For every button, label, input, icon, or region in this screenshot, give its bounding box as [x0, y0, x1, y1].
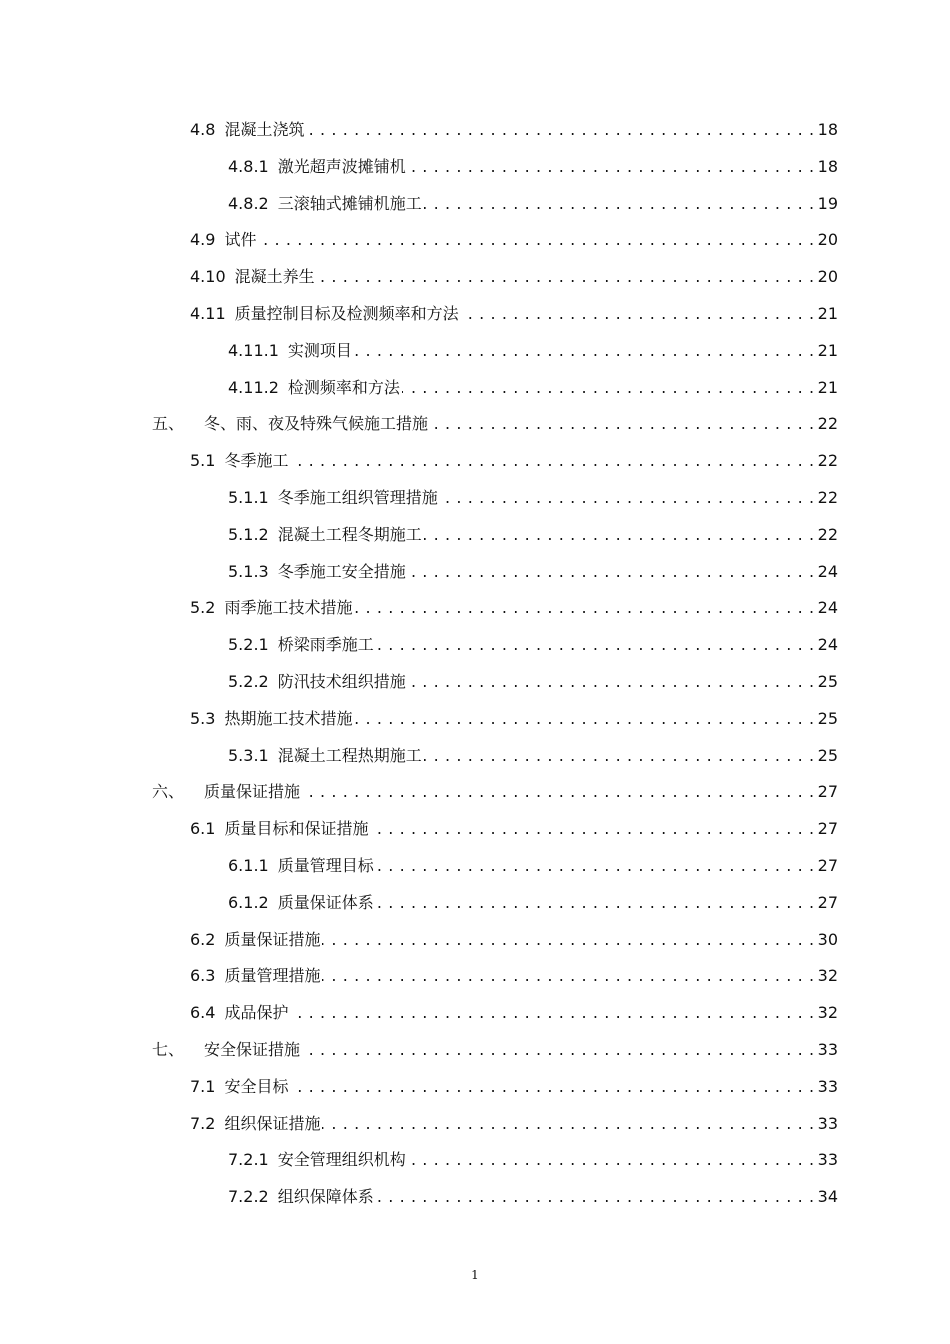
toc-entry[interactable]	[190, 296, 838, 324]
toc-entry-title: 混凝土养生	[234, 267, 315, 287]
toc-entry-number: 5.1.3	[228, 561, 269, 581]
toc-entry-number: 4.8	[190, 120, 216, 139]
toc-entry-page: 30	[817, 929, 838, 949]
toc-entry-page: 25	[817, 708, 838, 728]
toc-entry-number: 5.1.2	[228, 524, 269, 544]
toc-entry-page: 22	[817, 451, 838, 471]
toc-entry[interactable]	[190, 958, 838, 986]
toc-entry-page: 24	[817, 561, 838, 581]
toc-entry[interactable]	[190, 590, 838, 618]
toc-entry-number: 6.2	[190, 929, 216, 949]
toc-entry-title: 组织保障体系	[277, 1187, 374, 1207]
toc-entry-page: 22	[817, 524, 838, 544]
toc-entry-title: 质量管理措施	[224, 966, 321, 986]
toc-entry[interactable]	[228, 149, 838, 177]
toc-entry-page: 25	[817, 745, 838, 765]
toc-dot-leader	[424, 746, 815, 766]
toc-entry-number: 4.11.2	[228, 377, 279, 397]
toc-dot-leader	[440, 488, 815, 508]
toc-entry-number: 6.1	[190, 819, 216, 839]
toc-entry-number: 5.2	[190, 598, 216, 618]
toc-entry[interactable]	[190, 701, 838, 729]
toc-entry-page: 18	[817, 120, 838, 139]
toc-entry-title: 质量保证措施	[204, 782, 301, 802]
toc-dot-leader	[322, 966, 814, 986]
toc-dot-leader	[424, 194, 815, 214]
toc-entry[interactable]	[190, 1106, 838, 1134]
toc-entry-title: 检测频率和方法	[287, 377, 400, 397]
toc-entry-title: 质量目标和保证措施	[224, 819, 369, 839]
toc-entry-number: 6.1.2	[228, 892, 269, 912]
toc-entry[interactable]	[190, 112, 838, 140]
toc-dot-leader	[424, 525, 815, 545]
toc-entry-number: 4.8.2	[228, 193, 269, 213]
toc-entry-number: 5.2.2	[228, 672, 269, 691]
toc-entry-page: 34	[817, 1187, 838, 1207]
toc-entry-page: 18	[817, 156, 838, 176]
toc-dot-leader	[290, 1077, 814, 1097]
toc-entry-page: 32	[817, 966, 838, 986]
toc-entry-title: 质量管理目标	[277, 856, 374, 875]
toc-entry-page: 27	[817, 856, 838, 875]
toc-entry-title: 实测项目	[287, 340, 352, 360]
toc-entry-title: 组织保证措施	[224, 1113, 321, 1133]
toc-entry-title: 防汛技术组织措施	[277, 672, 406, 691]
toc-dot-leader	[306, 120, 814, 140]
toc-dot-leader	[461, 304, 815, 324]
toc-dot-leader	[408, 672, 815, 692]
toc-entry-page: 27	[817, 782, 838, 802]
toc-entry-number: 七、	[152, 1040, 185, 1059]
toc-entry-title: 安全保证措施	[204, 1040, 301, 1059]
toc-entry-title: 激光超声波摊铺机	[277, 156, 406, 176]
toc-entry-page: 33	[817, 1076, 838, 1096]
toc-dot-leader	[322, 930, 814, 950]
toc-dot-leader	[430, 414, 815, 434]
toc-entry-title: 混凝土工程热期施工	[277, 745, 422, 765]
toc-entry-title: 热期施工技术措施	[224, 708, 353, 728]
toc-entry[interactable]	[190, 922, 838, 950]
toc-dot-leader	[376, 1187, 815, 1207]
toc-entry[interactable]	[228, 885, 838, 913]
toc-entry-number: 6.4	[190, 1003, 216, 1023]
toc-entry-page: 24	[817, 635, 838, 655]
toc-entry[interactable]	[152, 406, 838, 434]
toc-entry[interactable]	[190, 1069, 838, 1097]
toc-entry-number: 4.10	[190, 267, 226, 287]
toc-dot-leader	[290, 451, 814, 471]
toc-entry-page: 21	[817, 340, 838, 360]
toc-dot-leader	[302, 782, 815, 802]
toc-entry-number: 6.3	[190, 966, 216, 986]
toc-entry-number: 4.11.1	[228, 340, 279, 360]
toc-entry[interactable]	[228, 480, 838, 508]
toc-entry[interactable]	[228, 186, 838, 214]
toc-entry-page: 21	[817, 377, 838, 397]
toc-entry-number: 6.1.1	[228, 856, 269, 875]
toc-entry-title: 质量保证体系	[277, 892, 374, 912]
toc-dot-leader	[302, 1040, 815, 1060]
toc-entry-title: 混凝土浇筑	[224, 120, 305, 139]
toc-entry-title: 安全管理组织机构	[277, 1150, 406, 1170]
toc-entry-page: 33	[817, 1040, 838, 1059]
toc-entry[interactable]	[152, 1032, 838, 1060]
toc-entry-number: 5.2.1	[228, 635, 269, 655]
toc-dot-leader	[376, 856, 815, 876]
toc-dot-leader	[402, 378, 815, 398]
toc-entry-number: 5.1.1	[228, 488, 269, 507]
toc-entry[interactable]	[228, 738, 838, 766]
toc-entry-title: 三滚轴式摊铺机施工	[277, 193, 422, 213]
toc-entry-page: 27	[817, 819, 838, 839]
toc-entry[interactable]	[152, 774, 838, 802]
toc-entry[interactable]	[190, 811, 838, 839]
toc-entry-page: 19	[817, 193, 838, 213]
toc-entry-number: 7.1	[190, 1076, 216, 1096]
toc-entry-number: 7.2.1	[228, 1150, 269, 1170]
toc-entry-page: 21	[817, 304, 838, 323]
page-number: 1	[471, 1268, 479, 1282]
toc-dot-leader	[376, 635, 815, 655]
toc-entry-number: 7.2	[190, 1113, 216, 1133]
toc-entry[interactable]	[228, 1142, 838, 1170]
toc-entry-number: 4.8.1	[228, 156, 269, 176]
toc-dot-leader	[354, 598, 814, 618]
toc-dot-leader	[408, 562, 815, 582]
toc-entry-page: 33	[817, 1150, 838, 1170]
toc-entry-page: 22	[817, 414, 838, 434]
toc-dot-leader	[408, 157, 815, 177]
toc-entry[interactable]	[190, 222, 838, 250]
toc-entry-page: 24	[817, 598, 838, 618]
toc-entry-number: 5.3.1	[228, 745, 269, 765]
toc-entry-page: 27	[817, 892, 838, 912]
toc-dot-leader	[370, 819, 814, 839]
toc-dot-leader	[317, 267, 815, 287]
toc-entry-number: 5.3	[190, 708, 216, 728]
toc-dot-leader	[354, 341, 815, 361]
toc-entry-title: 成品保护	[224, 1003, 289, 1023]
toc-entry-title: 混凝土工程冬期施工	[277, 524, 422, 544]
toc-entry-page: 20	[817, 267, 838, 287]
toc-entry-title: 试件	[224, 230, 257, 250]
toc-entry[interactable]	[228, 517, 838, 545]
toc-entry-number: 六、	[152, 782, 185, 802]
toc-entry-number: 7.2.2	[228, 1187, 269, 1207]
toc-entry-title: 雨季施工技术措施	[224, 598, 353, 618]
toc-entry-title: 质量控制目标及检测频率和方法	[234, 304, 459, 323]
toc-entry-page: 25	[817, 672, 838, 691]
toc-entry-number: 五、	[152, 414, 185, 434]
toc-entry-title: 冬季施工安全措施	[277, 561, 406, 581]
toc-entry-page: 32	[817, 1003, 838, 1023]
toc-entry[interactable]	[228, 333, 838, 361]
toc-entry-title: 冬季施工	[224, 451, 289, 471]
toc-entry-title: 冬季施工组织管理措施	[277, 488, 438, 507]
toc-entry[interactable]	[228, 848, 838, 876]
toc-entry-number: 4.9	[190, 230, 216, 250]
toc-entry[interactable]	[228, 664, 838, 692]
toc-dot-leader	[258, 230, 814, 250]
toc-entry[interactable]	[228, 1179, 838, 1207]
toc-dot-leader	[376, 893, 815, 913]
toc-entry[interactable]	[228, 370, 838, 398]
toc-entry[interactable]	[228, 627, 838, 655]
toc-dot-leader	[354, 709, 814, 729]
toc-entry[interactable]	[228, 554, 838, 582]
toc-entry-title: 安全目标	[224, 1076, 289, 1096]
toc-entry-number: 4.11	[190, 304, 226, 323]
toc-entry-title: 冬、雨、夜及特殊气候施工措施	[204, 414, 429, 434]
toc-entry-page: 22	[817, 488, 838, 507]
toc-dot-leader	[408, 1150, 815, 1170]
toc-entry-title: 质量保证措施	[224, 929, 321, 949]
toc-entry[interactable]	[190, 443, 838, 471]
toc-entry-title: 桥梁雨季施工	[277, 635, 374, 655]
toc-dot-leader	[322, 1114, 814, 1134]
toc-entry-page: 20	[817, 230, 838, 250]
toc-entry[interactable]	[190, 259, 838, 287]
toc-entry-page: 33	[817, 1113, 838, 1133]
toc-entry-number: 5.1	[190, 451, 216, 471]
toc-dot-leader	[290, 1003, 814, 1023]
toc-entry[interactable]	[190, 995, 838, 1023]
